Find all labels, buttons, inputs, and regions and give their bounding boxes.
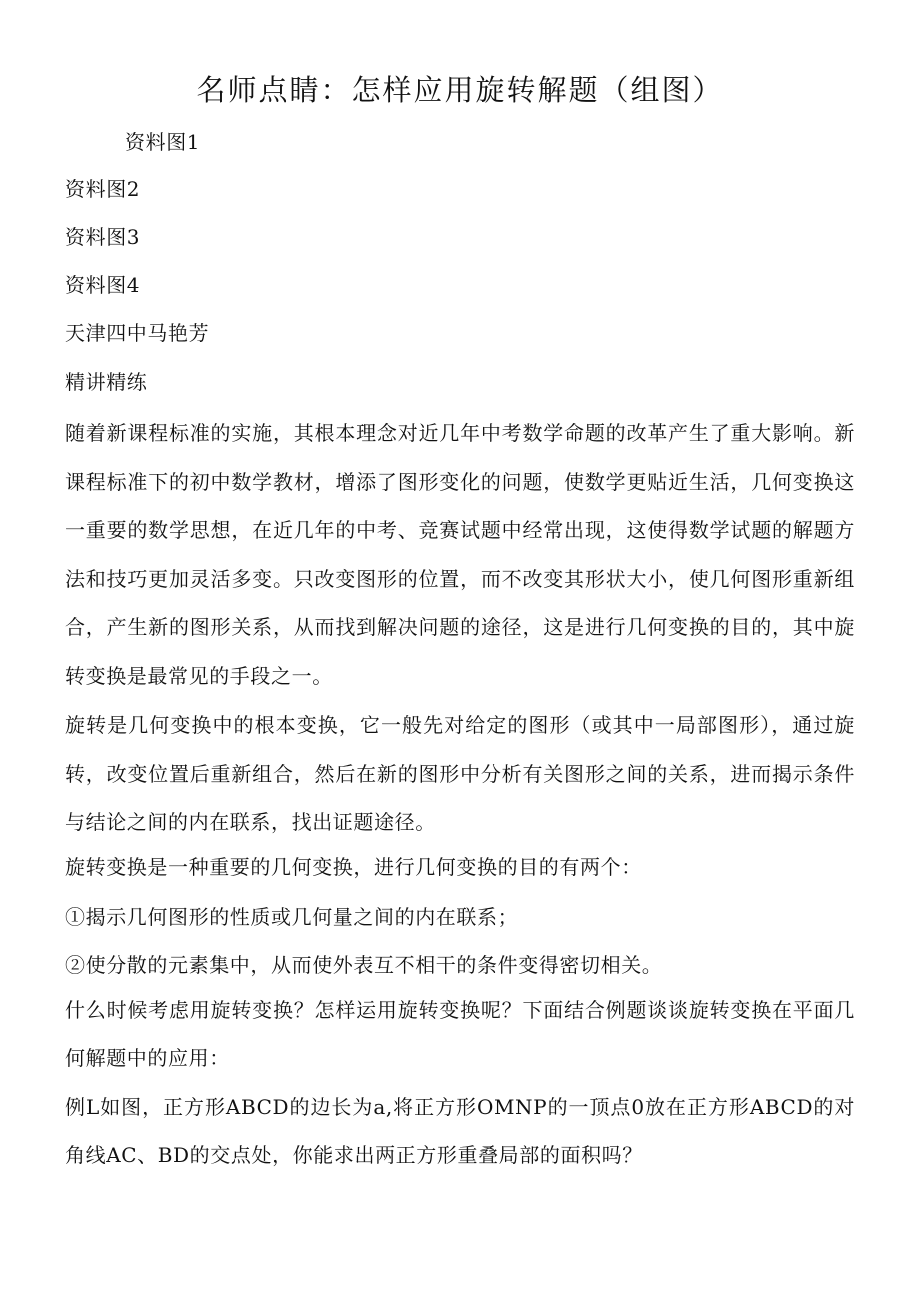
author-line: 天津四中马艳芳: [65, 321, 210, 345]
purpose-item-2: ②使分散的元素集中，从而使外表互不相干的条件变得密切相关。: [65, 953, 663, 977]
intro-paragraph: 随着新课程标准的实施，其根本理念对近几年中考数学命题的改革产生了重大影响。新课程标准下的初中数学教材，增添了图形变化的问题，使数学更贴近生活，几何变换这一重要的数学思想，在近几年的中考、竞赛试题中经常出现，这使得数学试题的解题方法和技巧更加灵活多变。只改变图形的位置，而不改变其形状大小，使几何图形重新组合，产生新的图形关系，从而找到解决问题的途径，这是进行几何变换的目的，其中旋转变换是最常见的手段之一。: [65, 421, 855, 688]
page-title: 名师点睛：怎样应用旋转解题（组图）: [196, 73, 724, 107]
figure-caption-4: 资料图4: [65, 273, 141, 297]
section-heading: 精讲精练: [65, 370, 148, 394]
figure-caption-3: 资料图3: [65, 225, 141, 249]
figure-caption-1: 资料图1: [125, 130, 201, 154]
question-paragraph: 什么时候考虑用旋转变换？怎样运用旋转变换呢？下面结合例题谈谈旋转变换在平面几何解题中的应用：: [65, 998, 855, 1070]
purpose-item-1: ①揭示几何图形的性质或几何量之间的内在联系；: [65, 905, 519, 929]
purpose-paragraph: 旋转变换是一种重要的几何变换，进行几何变换的目的有两个：: [65, 855, 642, 879]
figure-caption-2: 资料图2: [65, 177, 141, 201]
rotation-paragraph: 旋转是几何变换中的根本变换，它一般先对给定的图形（或其中一局部图形），通过旋转，改变位置后重新组合，然后在新的图形中分析有关图形之间的关系，进而揭示条件与结论之间的内在联系，找出证题途径。: [65, 713, 855, 834]
example-paragraph: 例L如图，正方形ABCD的边长为a,将正方形OMNP的一顶点0放在正方形ABCD的对角线AC、BD的交点处，你能求出两正方形重叠局部的面积吗？: [65, 1095, 855, 1167]
